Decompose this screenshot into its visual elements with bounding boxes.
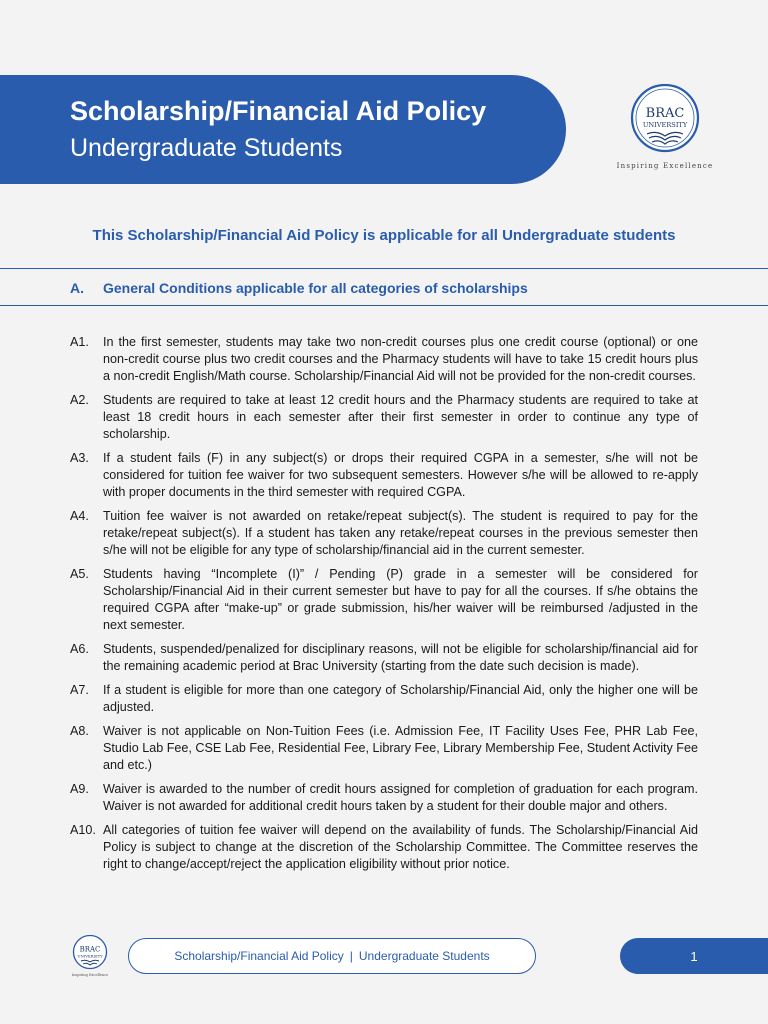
logo-emblem [625,84,705,160]
divider-top [0,268,768,269]
item-text: Tuition fee waiver is not awarded on retake/repeat subject(s). The student is required to pay for the retake/repeat subject(s). If a student has taken any retake/repeat courses in the previous semester then s/he will not be eligible for any type of scholarship/financial aid in the current semester. [103,509,698,557]
item-text: Students are required to take at least 12 credit hours and the Pharmacy students are required to take at least 18 credit hours in each semester after their first semester in order to continue any type of scholarship. [103,393,698,441]
item-text: In the first semester, students may take two non-credit courses plus one credit course (optional) or one non-credit course plus two credit courses and the Pharmacy students will have to take 15 credit hours plus a non-credit English/Math course. Scholarship/Financial Aid will not be provided for the non-credit courses. [103,335,698,383]
logo-line2: UNIVERSITY [642,121,688,129]
conditions-list [70,334,698,880]
footer-logo-line1: BRAC [79,945,101,954]
list-item [70,334,698,385]
page-number: 1 [620,938,768,974]
footer-logo-emblem [70,935,110,973]
item-number: A2. [70,393,89,407]
intro-statement: This Scholarship/Financial Aid Policy is applicable for all Undergraduate students [92,227,676,244]
list-item [70,822,698,873]
item-text: If a student is eligible for more than one category of Scholarship/Financial Aid, only the higher one will be adjusted. [103,683,698,714]
item-number: A6. [70,642,89,656]
footer-logo [66,935,114,981]
list-item [70,723,698,774]
section-title: General Conditions applicable for all categories of scholarships [103,280,528,296]
item-number: A7. [70,683,89,697]
item-text: All categories of tuition fee waiver will depend on the availability of funds. The Scholarship/Financial Aid Policy is subject to change at the discretion of the Scholarship Committee. The Committee reserves the right to change/accept/reject the application eligibility without prior notice. [103,823,698,871]
footer-logo-tagline: Inspiring Excellence [71,973,109,977]
list-item [70,566,698,634]
item-number: A4. [70,509,89,523]
item-number: A9. [70,782,89,796]
page-title: Scholarship/Financial Aid Policy [70,96,487,126]
list-item [70,392,698,443]
section-heading [70,280,528,296]
logo-tagline: Inspiring Excellence [616,162,714,170]
footer-separator: | [349,949,353,963]
list-item [70,641,698,675]
header-banner [0,75,566,184]
item-text: Students having “Incomplete (I)” / Pending (P) grade in a semester will be considered for Scholarship/Financial Aid in their current semester but have to pay for all the courses. If s/he obtains the required CGPA after “make-up” or grade submission, his/her waiver will be reimbursed /adjusted in the next semester. [103,567,698,632]
section-letter: A. [70,280,84,296]
item-number: A5. [70,567,89,581]
footer-doc-title: Scholarship/Financial Aid Policy [174,949,344,963]
brac-university-logo [612,84,718,174]
item-number: A10. [70,823,96,837]
list-item [70,508,698,559]
item-text: If a student fails (F) in any subject(s) or drops their required CGPA in a semester, s/he will not be considered for tuition fee waiver for two subsequent semesters. However s/he will be allowed to re-apply with proper documents in the third semester with required CGPA. [103,451,698,499]
page-subtitle: Undergraduate Students [70,134,343,162]
item-number: A1. [70,335,89,349]
footer-logo-line2: UNIVERSITY [77,954,103,959]
footer-document-label [128,938,536,974]
item-text: Waiver is not applicable on Non-Tuition Fees (i.e. Admission Fee, IT Facility Uses Fee, PHR Lab Fee, Studio Lab Fee, CSE Lab Fee, Residential Fee, Library Fee, Library Membership Fee, Student Activity Fee and etc.) [103,724,698,772]
list-item [70,450,698,501]
item-number: A8. [70,724,89,738]
logo-line1: BRAC [645,106,685,121]
list-item [70,682,698,716]
footer-doc-subtitle: Undergraduate Students [358,949,490,963]
item-text: Waiver is awarded to the number of credit hours assigned for completion of graduation for each program. Waiver is not awarded for additional credit hours taken by a student for their double major and others. [103,782,698,813]
item-number: A3. [70,451,89,465]
list-item [70,781,698,815]
divider-bottom [0,305,768,306]
item-text: Students, suspended/penalized for disciplinary reasons, will not be eligible for scholarship/financial aid for the remaining academic period at Brac University (starting from the date such decision is made). [103,642,698,673]
